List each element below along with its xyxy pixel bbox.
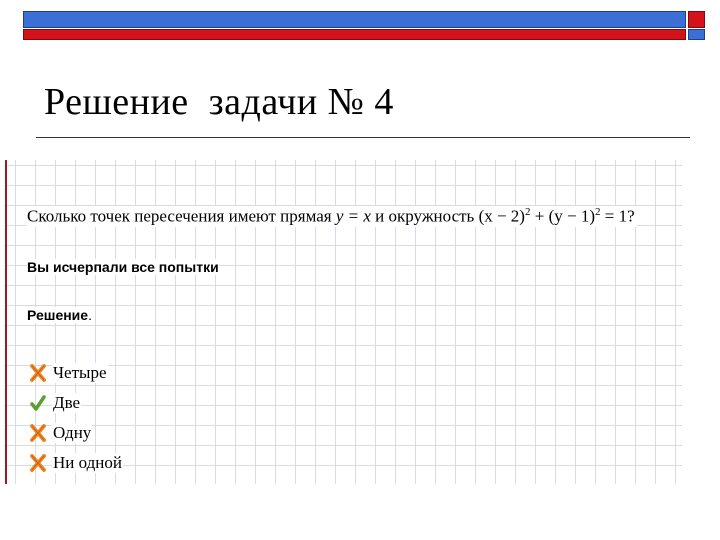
answer-label: Четыре bbox=[53, 363, 107, 382]
answer-option[interactable] bbox=[30, 448, 123, 478]
top-blue-bar bbox=[23, 11, 686, 28]
answer-label: Ни одной bbox=[53, 453, 122, 472]
question-lead: Сколько точек пересечения имеют прямая bbox=[27, 206, 332, 226]
check-icon bbox=[30, 394, 46, 412]
solution-link[interactable] bbox=[27, 307, 92, 323]
title-divider bbox=[36, 137, 690, 138]
solution-label[interactable]: Решение bbox=[27, 307, 89, 323]
question-exp2: 2 bbox=[595, 206, 601, 218]
corner-blue-square bbox=[688, 29, 705, 40]
question-term1: (x − 2) bbox=[478, 206, 525, 226]
question-end: = 1? bbox=[600, 206, 635, 226]
answer-label: Одну bbox=[53, 423, 92, 442]
question-plus: + bbox=[530, 206, 549, 226]
question-exp1: 2 bbox=[524, 206, 531, 218]
slide-title: Решение задачи № 4 bbox=[44, 81, 394, 123]
cross-icon bbox=[30, 454, 46, 472]
top-red-bar bbox=[23, 29, 686, 40]
question-line-equation: y = x bbox=[335, 206, 371, 226]
answer-option[interactable] bbox=[30, 388, 123, 418]
answer-option[interactable] bbox=[30, 418, 123, 448]
question-mid: и окружность bbox=[370, 206, 479, 226]
corner-red-square bbox=[688, 11, 705, 28]
cross-icon bbox=[30, 424, 46, 442]
answer-option[interactable] bbox=[30, 358, 123, 388]
solution-dot: . bbox=[88, 307, 92, 323]
answer-label: Две bbox=[53, 393, 81, 412]
panel-left-border bbox=[5, 160, 7, 484]
answer-list bbox=[30, 358, 123, 478]
cross-icon bbox=[30, 364, 46, 382]
attempts-message: Вы исчерпали все попытки bbox=[27, 259, 219, 275]
question-term2: (y − 1) bbox=[548, 206, 595, 226]
question-text bbox=[27, 206, 637, 227]
